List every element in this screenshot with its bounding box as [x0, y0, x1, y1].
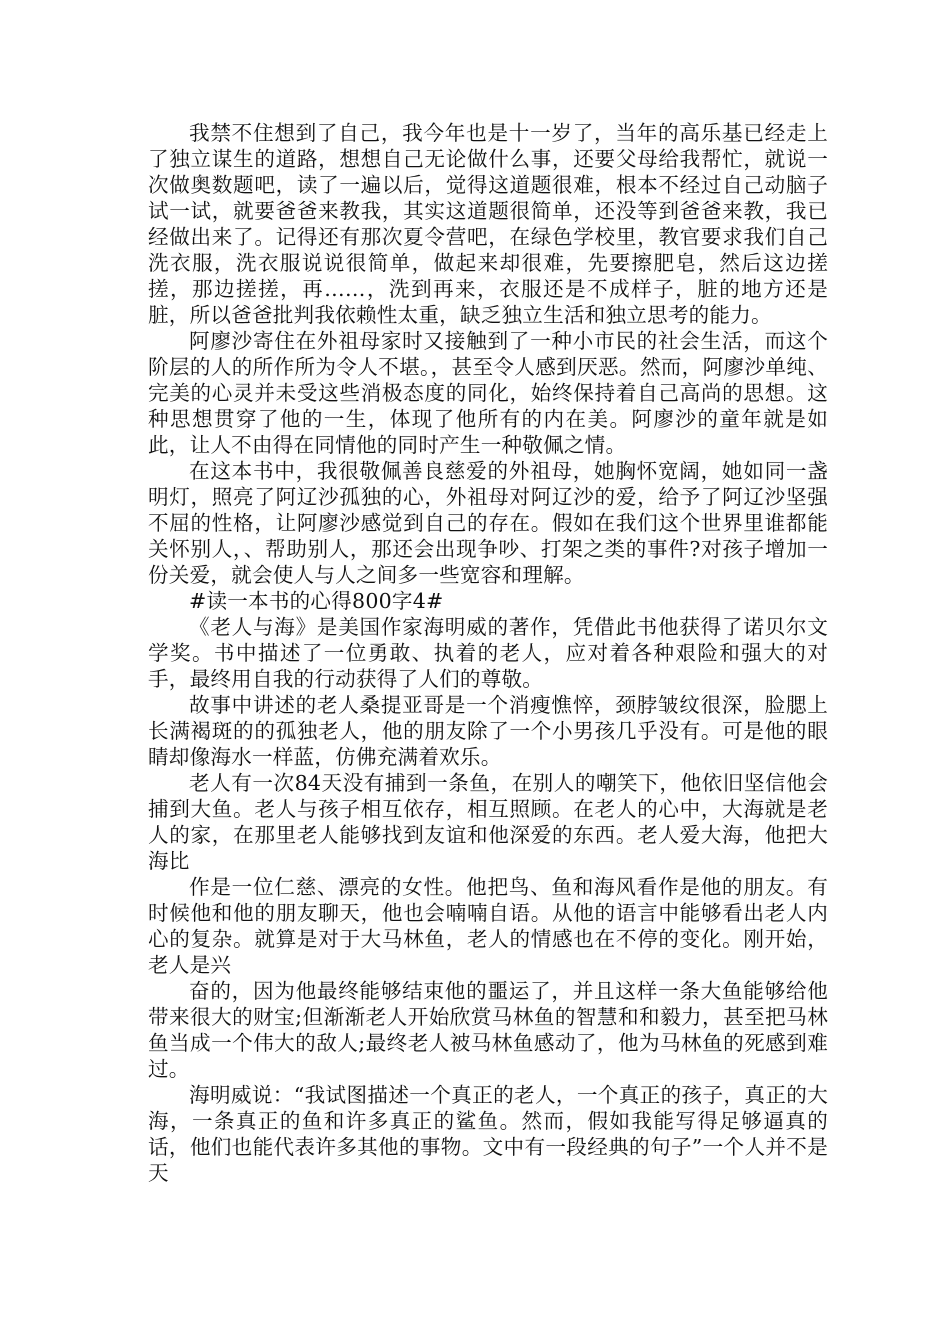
section-heading: #读一本书的心得800字4# — [189, 589, 444, 613]
paragraph-3: 在这本书中，我很敬佩善良慈爱的外祖母，她胸怀宽阔，她如同一盏明灯，照亮了阿辽沙孤独的心，外祖母对阿辽沙的爱，给予了阿辽沙坚强不屈的性格，让阿廖沙感觉到自己的存在。假如在我们这个世界里谁都能关怀别人，、帮助别人，那还会出现争吵、打架之类的事件?对孩子增加一份关爱，就会使人与人之间多一些宽容和理解。 — [148, 459, 828, 587]
paragraph-7: 作是一位仁慈、漂亮的女性。他把鸟、鱼和海风看作是他的朋友。有时候他和他的朋友聊天，他也会喃喃自语。从他的语言中能够看出老人内心的复杂。就算是对于大马林鱼，老人的情感也在不停的变化。刚开始，老人是兴 — [148, 875, 828, 977]
paragraph-2: 阿廖沙寄住在外祖母家时又接触到了一种小市民的社会生活，而这个阶层的人的所作所为令人不堪。，甚至令人感到厌恶。然而，阿廖沙单纯、完美的心灵并未受这些消极态度的同化，始终保持着自己高尚的思想。这种思想贯穿了他的一生，体现了他所有的内在美。阿廖沙的童年就是如此，让人不由得在同情他的同时产生一种敬佩之情。 — [148, 329, 828, 457]
paragraph-8: 奋的，因为他最终能够结束他的噩运了，并且这样一条大鱼能够给他带来很大的财宝;但渐渐老人开始欣赏马林鱼的智慧和和毅力，甚至把马林鱼当成一个伟大的敌人;最终老人被马林鱼感动了，他为马林鱼的死感到难过。 — [148, 979, 828, 1081]
paragraph-9: 海明威说：“我试图描述一个真正的老人，一个真正的孩子，真正的大海，一条真正的鱼和许多真正的鲨鱼。然而，假如我能写得足够逼真的话，他们也能代表许多其他的事物。文中有一段经典的句子”一个人并不是天 — [148, 1083, 828, 1185]
paragraph-1: 我禁不住想到了自己，我今年也是十一岁了，当年的高乐基已经走上了独立谋生的道路，想想自己无论做什么事，还要父母给我帮忙，就说一次做奥数题吧，读了一遍以后，觉得这道题很难，根本不经过自己动脑子试一试，就要爸爸来教我，其实这道题很简单，还没等到爸爸来教，我已经做出来了。记得还有那次夏令营吧，在绿色学校里，教官要求我们自己洗衣服，洗衣服说说很简单，做起来却很难，先要擦肥皂，然后这边搓搓，那边搓搓，再……，洗到再来，衣服还是不成样子，脏的地方还是脏，所以爸爸批判我依赖性太重，缺乏独立生活和独立思考的能力。 — [148, 121, 828, 327]
document-page — [148, 120, 828, 1186]
paragraph-6: 老人有一次84天没有捕到一条鱼，在别人的嘲笑下，他依旧坚信他会捕到大鱼。老人与孩子相互依存，相互照顾。在老人的心中，大海就是老人的家，在那里老人能够找到友谊和他深爱的东西。老人爱大海，他把大海比 — [148, 771, 828, 873]
paragraph-5: 故事中讲述的老人桑提亚哥是一个消瘦憔悴，颈脖皱纹很深，脸腮上长满褐斑的的孤独老人，他的朋友除了一个小男孩几乎没有。可是他的眼睛却像海水一样蓝，仿佛充满着欢乐。 — [148, 693, 828, 769]
paragraph-4: 《老人与海》是美国作家海明威的著作，凭借此书他获得了诺贝尔文学奖。书中描述了一位勇敢、执着的老人，应对着各种艰险和强大的对手，最终用自我的行动获得了人们的尊敬。 — [148, 615, 828, 691]
